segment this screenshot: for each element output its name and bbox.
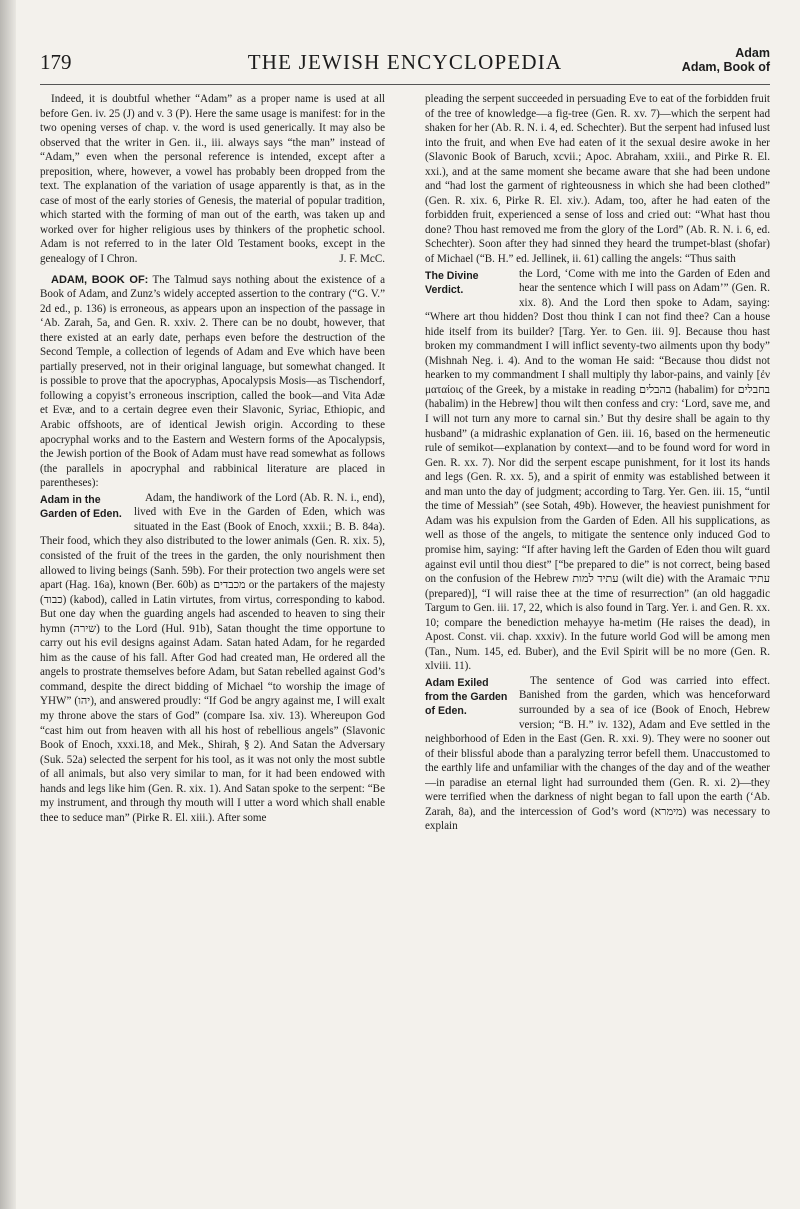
paragraph-text: The sentence of God was carried into effect. Banished from the garden, which was henceforward surrounded by a sea of ice (Book of Enoch, Hebrew version; “B. H.” iv. 132), Adam and Eve settled in the neighborhood of Eden in the East (Gen. R. xxi. 9). They were no sooner out of their blissful abode than a paralyzing terror befell them. Unaccustomed to the earthly life and unfamiliar with the changes of the day and of the weather—in paradise an eternal light had surrounded them (Gen. R. xi. 2)—they were terrified when the darkness of night began to fall upon the earth (‘Ab. Zarah, 8a), and the intercession of God’s word (מימרא) was necessary to explain [425, 674, 770, 833]
paragraph [425, 267, 770, 674]
paragraph [40, 491, 385, 826]
page-header [40, 46, 770, 85]
left-column [40, 92, 385, 1190]
author-signature: J. F. McC. [339, 253, 385, 266]
running-title: THE JEWISH ENCYCLOPEDIA [247, 50, 563, 74]
catchword-bottom: Adam, Book of [681, 60, 770, 74]
binding-shadow [0, 0, 16, 1209]
paragraph [40, 92, 385, 267]
paragraph-text: the Lord, ‘Come with me into the Garden of Eden and hear the sentence which I will pass on Adam’” (Gen. R. xix. 8). And the Lord then spoke to Adam, saying: “Where art thou hidden? Dost thou think I can not find thee? Can a house hide itself from its builder? [Targ. Yer. to Gen. iii. 9]. Because thou hast broken my commandment I will inflict seventy-two ailments upon thy body” (Mishnah Neg. i. 4). And to the woman He said: “Because thou didst not hearken to my commandment I shall multiply thy labor-pains, and vainly [ἐν ματαίοις of the Greek, by a mistake in reading בהבלים (habalim) for בחבלים (habalim) in the Hebrew] thou wilt then confess and cry: ‘Lord, save me, and I will not turn any more to carnal sin.’ But thy desire shall be again to thy husband” (a midrashic explanation of Gen. iii. 16, based on the hermeneutic rule of semikot—explanation by context—and to be found word for word in Gen. R. xx. 7). Nor did the serpent escape punishment, for it lost its hands and legs (Gen. R. xx. 5), and a spirit of enmity was established between it and man unto the day of judgment; according to Targ. Yer. Gen. iii. 15, “until the time of Messiah” (see Sotah, 49b). However, the heaviest punishment for Adam was his expulsion from the Garden of Eden. All his supplications, as well as those of the angels, to mitigate the sentence only induced God to promise him, saying: “If after having left the Garden of Eden thou wilt guard against evil until thou diest” [“be prepared to die” is not correct, being based on the confusion of the Hebrew עתיד למות (wilt die) with the Aramaic עתיד (prepared)], “I will raise thee at the time of resurrection” (an old haggadic Targum to Gen. iii. 17, 22, which is also found in Targ. Yer. i. and Gen. R. xx. 10; compare the benediction mehayye ha-metim (He raises the dead), in Apost. Const. vii. chap. xxxiv). In the future world God will be among men (Tan., Num. 145, ed. Buber), and the Evil Spirit will be no more (Gen. R. xlviii. 11). [425, 267, 770, 673]
side-heading: Adam Exiled from the Garden of Eden. [425, 676, 508, 717]
paragraph [425, 674, 770, 834]
paragraph [40, 273, 385, 491]
paragraph-text: Adam, the handiwork of the Lord (Ab. R. N. i., end), lived with Eve in the Garden of Eden, which was situated in the East (Book of Enoch, xxxii.; B. B. 84a). Their food, which they also distributed to the lower animals (Gen. R. xix. 5), consisted of the fruit of the trees in the garden, the only nourishment then allowed to living beings (Sanh. 59b). For their protection two angels were set apart (Hag. 16a), known (Ber. 60b) as מכבדים or the partakers of the majesty (כבוד) (kabod), called in Latin virtutes, from virtus, corresponding to kabod. But one day when the guarding angels had ascended to heaven to sing their hymn (שירה) to the Lord (Hul. 91b), Satan thought the time opportune to carry out his evil designs against Adam. Satan hated Adam, for he regarded him as the cause of his fall. After God had created man, He ordered all the angels to prostrate themselves before Adam, but Satan rebelled against God’s command, despite the direct bidding of Michael “to worship the image of YHW” (יהו), and answered proudly: “If God be angry against me, I will exalt my throne above the stars of God” (compare Isa. xiv. 13). Whereupon God “cast him out from heaven with all his host of rebellious angels” (Slavonic Book of Enoch, xxxi.18, and Mek., Shirah, § 2). And Satan the Adversary (Suk. 52a) selected the serpent for his tool, as it was not only the most subtle of all animals, but also very similar to man, for it had been endowed with hands and legs like him (Gen. R. xix. 1). And Satan spoke to the serpent: “Be my instrument, and through thy mouth will I utter a word which shall enable thee to seduce man” (Pirke R. El. xiii.). After some [40, 491, 385, 824]
side-heading: The Divine Verdict. [425, 269, 479, 296]
paragraph-text: The Talmud says nothing about the existence of a Book of Adam, and Zunz’s widely accepted assertion to the contrary (“G. V.” 2d ed., p. 136) is erroneous, as appears upon an inspection of the passage in ‘Ab. Zarah, 5a, and Gen. R. xxiv. 2. There can be no doubt, however, that there existed at an early date, perhaps even before the destruction of the Second Temple, a collection of legends of Adam and Eve which have been partially preserved, not in their original language, but somewhat changed. It is possible to prove that the apocryphas, Apocalypsis Mosis—as Tischendorf, following a copyist’s erroneous inscription, called the book—and Vita Adæ et Evæ, and to a certain degree even their Slavonic, Syriac, Ethiopic, and Arabic offshoots, are of identical Jewish origin. According to these apocryphal works and to the Eastern and Western forms of the Apocalypsis, the Jewish portion of the Book of Adam must have read somewhat as follows (the parallels in apocryphal and rabbinical literature are placed in parentheses): [40, 273, 385, 490]
paragraph-text: pleading the serpent succeeded in persuading Eve to eat of the forbidden fruit of the tree of knowledge—a fig-tree (Gen. R. xv. 7)—which the serpent had shaken for her (Ab. R. N. i. 4, ed. Schechter). But the serpent had infused lust into the fruit, and when Eve had eaten of it the sexual desire awoke in her (Slavonic Book of Baruch, xcvii.; Apoc. Abraham, xxiii., and Pirke R. El. xxi.), and at the same moment she became aware that she had been undone and “had lost the garment of righteousness in which she had been clothed” (Gen. R. xix. 6, Pirke R. El. xiv.). Adam, too, after he had eaten of the forbidden fruit, experienced a sense of loss and cried out: “What hast thou done? Thou hast removed me from the glory of the Lord” (Ab. R. N. i. 6, ed. Schechter). Soon after they had sinned they heard the trumpet-blast (shofar) of Michael (“B. H.” ed. Jellinek, ii. 61) calling the angels: “Thus saith [425, 93, 770, 266]
right-column [425, 92, 770, 1190]
catchwords [682, 46, 770, 74]
page-number: 179 [40, 50, 72, 74]
catchword-top: Adam [735, 46, 770, 60]
paragraph-text: Indeed, it is doubtful whether “Adam” as a proper name is used at all before Gen. iv. 25 (J) and v. 3 (P). Here the same usage is manifest: for in the two opening verses of chap. v. the word is used generically. It may also be observed that the writer in Gen. ii., iii. always says “the man” instead of “Adam,” even when the personal reference is intended, except after a preposition, where, however, a vowel has probably been dropped from the text. The explanation of the variation of usage apparently is that, as in the case of most of the early stories of Genesis, the material of popular tradition, which started with the forming of man out of the earth, was taken up and worked over for higher religious uses by thinkers of the prophetic school. Adam is not referred to in the later Old Testament books, except in the genealogy of I Chron. [40, 93, 385, 266]
side-heading: Adam in the Garden of Eden. [40, 493, 122, 520]
article-heading: ADAM, BOOK OF: [51, 273, 149, 286]
paragraph [425, 92, 770, 267]
